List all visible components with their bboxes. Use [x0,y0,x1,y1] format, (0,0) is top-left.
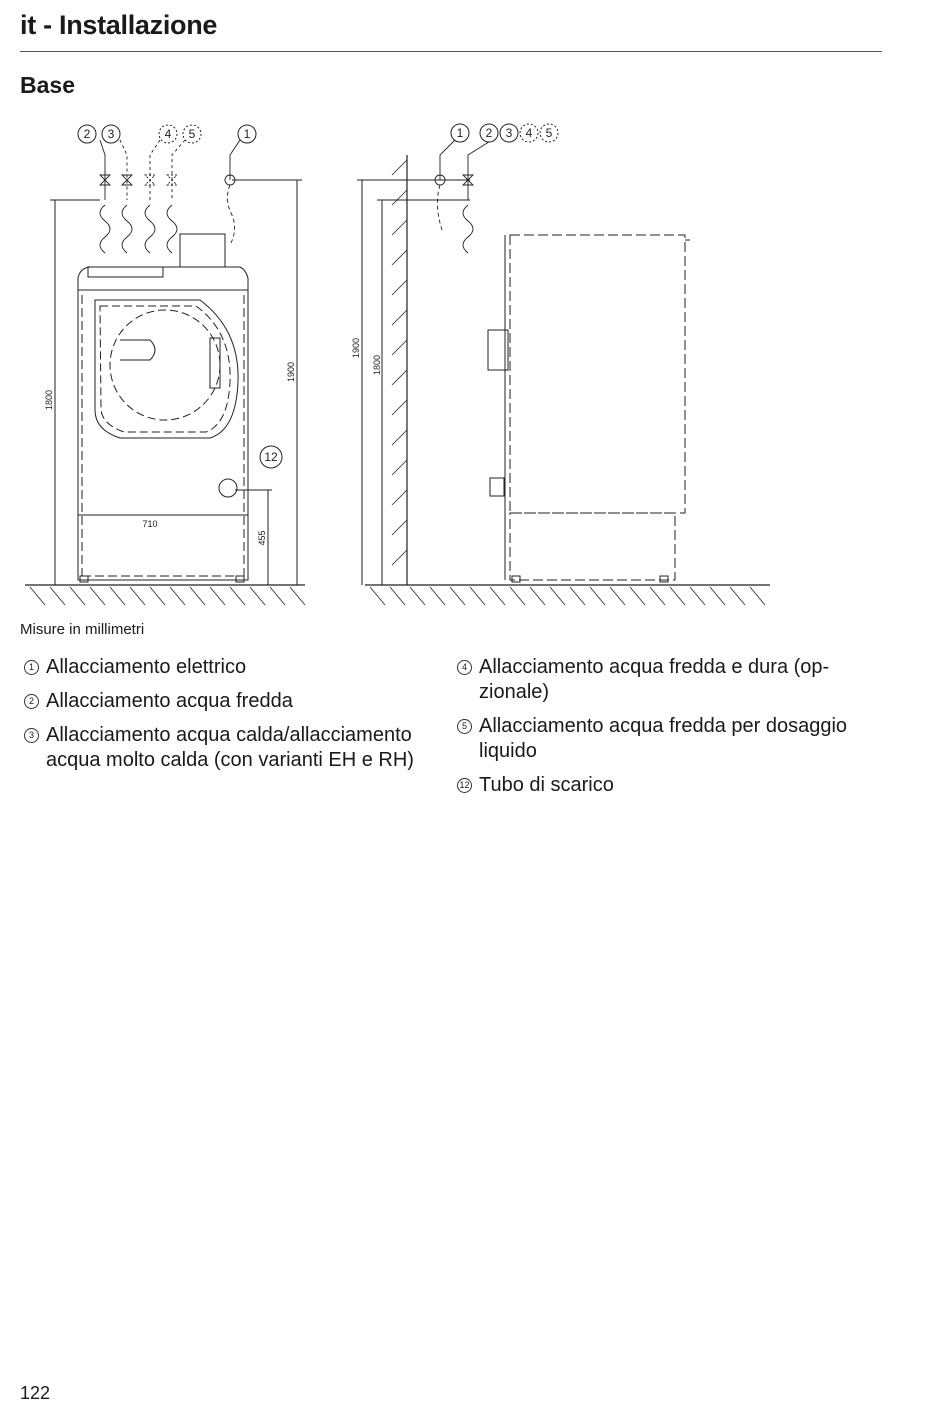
legend-item [457,714,887,764]
callout-4-front: 4 [164,127,172,141]
callout-5-front: 5 [188,127,196,141]
page-number: 122 [20,1383,51,1403]
callout-3-front: 3 [107,127,115,141]
legend-item [24,723,444,773]
legend-right-column [457,655,887,807]
dim-455-front: 455 [257,530,267,546]
callout-5-side: 5 [545,126,553,140]
callout-2-side: 2 [485,126,493,140]
legend-number: 2 [24,694,39,709]
callout-3-side: 3 [505,126,513,140]
legend-item [24,689,444,714]
legend-left-column [24,655,444,782]
callout-12-front: 12 [264,450,278,464]
legend-text: Allacciamento elettrico [46,656,247,678]
dim-1900-side: 1900 [351,337,361,359]
legend-text: Allacciamento acqua fredda e dura (op- zionale) [479,656,830,703]
legend-text: Allacciamento acqua fredda per dosaggio liquido [479,715,848,762]
callout-4-side: 4 [525,126,533,140]
dim-1800-front: 1800 [44,389,54,411]
dim-1800-side: 1800 [372,354,382,376]
legend-text: Tubo di scarico [479,774,614,796]
legend-text: Allacciamento acqua calda/allacciamento acqua molto calda (con varianti EH e RH) [46,724,414,771]
callout-1-front: 1 [243,127,251,141]
legend-number: 5 [457,719,472,734]
legend-item [24,655,444,680]
legend-item [457,655,887,705]
figure-caption: Misure in millimetri [20,621,145,638]
dim-1900-front: 1900 [286,361,296,383]
legend-text: Allacciamento acqua fredda [46,690,293,712]
legend-item [457,773,887,798]
callout-1-side: 1 [456,126,464,140]
dim-710-front: 710 [142,519,158,529]
callout-2-front: 2 [83,127,91,141]
legend-number: 4 [457,660,472,675]
legend-number: 1 [24,660,39,675]
legend-number: 3 [24,728,39,743]
installation-diagram [0,110,950,620]
page-header-title: it - Installazione [20,10,218,40]
section-title: Base [20,72,75,98]
legend-number: 12 [457,778,472,793]
header-divider [20,51,882,52]
